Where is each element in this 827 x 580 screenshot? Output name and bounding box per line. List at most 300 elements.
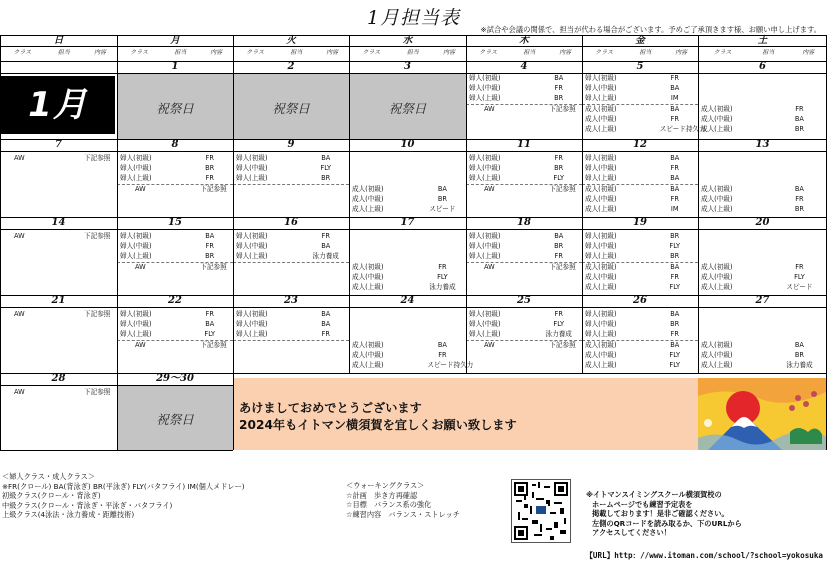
row-divider <box>117 229 233 230</box>
class-name: 成人(中級) <box>585 115 617 123</box>
class-name: 婦人(中級) <box>469 320 501 328</box>
walking-row <box>0 309 117 319</box>
stroke-code: BR <box>670 252 680 260</box>
class-name: 成人(上級) <box>701 283 733 291</box>
schedule-row <box>466 241 582 251</box>
stroke-code: FR <box>321 232 330 240</box>
class-name: 婦人(初級) <box>120 232 152 240</box>
schedule-row <box>698 114 827 124</box>
stroke-code: FLY <box>320 164 332 172</box>
class-name: 成人(中級) <box>701 115 733 123</box>
stroke-code: BR <box>554 242 564 250</box>
row-divider <box>233 151 349 152</box>
stroke-code: FR <box>670 115 679 123</box>
stroke-code: FR <box>438 351 447 359</box>
stroke-code: BR <box>794 351 804 359</box>
day-number: 21 <box>51 295 66 306</box>
stroke-code: BR <box>794 125 804 133</box>
class-name: 婦人(初級) <box>469 154 501 162</box>
footer-left-line: 中級クラス(クロール・背泳ぎ・平泳ぎ・バタフライ) <box>2 500 173 510</box>
stroke-code: FLY <box>669 283 681 291</box>
sub-header: 担当 <box>639 49 652 56</box>
dash-divider <box>233 262 349 263</box>
class-name: 婦人(上級) <box>236 330 268 338</box>
sub-header: クラス <box>246 49 264 56</box>
class-name: 婦人(初級) <box>585 154 617 162</box>
stroke-code: BA <box>794 115 804 123</box>
stroke-code: BA <box>321 154 331 162</box>
stroke-code: FR <box>670 273 679 281</box>
day-header-tue: 火 <box>233 35 349 47</box>
qr-code[interactable] <box>511 479 571 543</box>
stroke-code: FR <box>205 242 214 250</box>
class-name: 婦人(中級) <box>585 84 617 92</box>
week-line <box>0 139 827 140</box>
row-divider <box>698 73 827 74</box>
day-number: 24 <box>400 295 415 306</box>
schedule-row <box>698 262 827 272</box>
greeting-line-1: あけましておめでとうございます <box>239 401 422 415</box>
walking-class: AW <box>484 185 495 193</box>
schedule-row <box>582 241 698 251</box>
week-line <box>0 61 827 62</box>
footer-walking-info <box>346 481 460 519</box>
schedule-row <box>233 173 349 183</box>
column-line <box>117 35 118 450</box>
class-name: 婦人(上級) <box>236 252 268 260</box>
sub-header: 担当 <box>406 49 419 56</box>
row-divider <box>117 307 233 308</box>
walking-row <box>0 231 117 241</box>
class-name: 成人(中級) <box>352 195 384 203</box>
schedule-row <box>466 153 582 163</box>
stroke-code: BA <box>794 185 804 193</box>
row-divider <box>233 307 349 308</box>
sub-header: クラス <box>130 49 148 56</box>
schedule-row <box>582 272 698 282</box>
class-name: 成人(中級) <box>352 273 384 281</box>
row-divider <box>0 229 117 230</box>
stroke-code: BR <box>437 195 447 203</box>
stroke-code: 泳力養成 <box>545 330 572 338</box>
day-header-sun: 日 <box>0 35 117 47</box>
walking-row <box>466 104 582 114</box>
schedule-row <box>582 282 698 292</box>
class-name: 成人(初級) <box>585 263 617 271</box>
class-name: 婦人(初級) <box>469 310 501 318</box>
day-number: 20 <box>755 217 770 228</box>
schedule-row <box>582 340 698 350</box>
schedule-row <box>117 319 233 329</box>
see-below: 下記参照 <box>549 341 576 349</box>
see-below: 下記参照 <box>84 310 111 318</box>
column-line <box>349 35 350 373</box>
week-line <box>0 373 827 374</box>
walking-class: AW <box>14 310 25 318</box>
class-name: 成人(初級) <box>701 105 733 113</box>
holiday-label: 祝祭日 <box>388 100 427 116</box>
stroke-code: BA <box>437 341 447 349</box>
schedule-row <box>698 282 827 292</box>
class-name: 婦人(初級) <box>236 310 268 318</box>
row-divider <box>233 229 349 230</box>
class-name: 成人(初級) <box>585 105 617 113</box>
walking-class: AW <box>14 154 25 162</box>
day-number: 15 <box>168 217 182 228</box>
walking-class: AW <box>135 185 146 193</box>
stroke-code: FLY <box>669 361 681 369</box>
stroke-code: FLY <box>669 242 681 250</box>
footer-right-line: ホームページでも練習予定表を <box>592 499 693 509</box>
stroke-code: FR <box>795 263 804 271</box>
day-number: 5 <box>636 61 644 72</box>
stroke-code: BA <box>321 242 331 250</box>
column-line <box>233 35 234 450</box>
stroke-code: 泳力養成 <box>429 283 456 291</box>
class-name: 成人(上級) <box>585 205 617 213</box>
day-header-thu: 木 <box>466 35 582 47</box>
row-divider <box>698 307 827 308</box>
school-url-link[interactable]: 【URL】http：//www.itoman.com/school/?school=yokosuka <box>585 551 823 560</box>
class-name: 婦人(中級) <box>585 242 617 250</box>
class-name: 成人(初級) <box>352 341 384 349</box>
class-name: 成人(初級) <box>585 341 617 349</box>
schedule-row <box>349 204 466 214</box>
stroke-code: BA <box>670 154 680 162</box>
see-below: 下記参照 <box>84 154 111 162</box>
day-number: 7 <box>55 139 62 150</box>
greeting-line-2: 2024年もイトマン横須賀を宜しくお願い致します <box>239 418 517 432</box>
row-divider <box>582 151 698 152</box>
schedule-row <box>698 360 827 370</box>
walking-class: AW <box>14 232 25 240</box>
walking-row <box>0 153 117 163</box>
stroke-code: BR <box>670 320 680 328</box>
top-line <box>0 35 827 36</box>
footer-left-line: 上級クラス(4泳法・泳力養成・距離技術) <box>2 510 135 520</box>
walking-class: AW <box>484 341 495 349</box>
class-name: 婦人(中級) <box>236 242 268 250</box>
class-name: 婦人(中級) <box>236 164 268 172</box>
schedule-row <box>466 319 582 329</box>
new-year-illustration <box>698 378 826 450</box>
stroke-code: スピード持久力 <box>659 125 706 133</box>
day-number: 29～30 <box>156 373 194 384</box>
class-name: 成人(中級) <box>585 195 617 203</box>
dash-divider <box>233 184 349 185</box>
stroke-code: BA <box>670 263 680 271</box>
see-below: 下記参照 <box>549 185 576 193</box>
footer-class-info <box>2 472 245 520</box>
column-line <box>698 35 699 373</box>
class-name: 婦人(上級) <box>585 330 617 338</box>
day-number: 18 <box>517 217 531 228</box>
stroke-code: FLY <box>553 320 565 328</box>
row-divider <box>349 151 466 152</box>
sub-header: 内容 <box>675 49 688 56</box>
dash-divider <box>233 340 349 341</box>
schedule-row <box>466 329 582 339</box>
class-name: 婦人(中級) <box>469 164 501 172</box>
schedule-row <box>582 204 698 214</box>
schedule-row <box>117 251 233 261</box>
class-name: 成人(上級) <box>585 283 617 291</box>
class-name: 婦人(中級) <box>469 242 501 250</box>
class-name: 婦人(中級) <box>236 320 268 328</box>
stroke-code: FR <box>554 310 563 318</box>
stroke-code: IM <box>670 205 679 213</box>
class-name: 婦人(初級) <box>585 74 617 82</box>
schedule-row <box>349 350 466 360</box>
row-divider <box>117 151 233 152</box>
schedule-row <box>582 173 698 183</box>
class-name: 成人(上級) <box>352 283 384 291</box>
row-divider <box>466 229 582 230</box>
stroke-code: BR <box>205 252 215 260</box>
footer-right-line: アクセスしてください！ <box>592 528 671 538</box>
stroke-code: FLY <box>794 273 805 281</box>
stroke-code: FLY <box>437 273 448 281</box>
class-name: 成人(中級) <box>701 351 733 359</box>
day-header-fri: 金 <box>582 35 698 47</box>
walking-row <box>466 262 582 272</box>
schedule-row <box>582 231 698 241</box>
day-number: 14 <box>51 217 66 228</box>
day-number: 9 <box>287 139 295 150</box>
walking-row <box>117 340 233 350</box>
class-name: 成人(上級) <box>701 125 733 133</box>
stroke-code: FR <box>554 252 563 260</box>
stroke-code: FR <box>795 195 804 203</box>
footer-mid-line: ☆練習内容 バランス・ストレッチ <box>346 509 460 519</box>
schedule-row <box>466 93 582 103</box>
schedule-row <box>349 340 466 350</box>
stroke-code: スピード <box>786 283 813 291</box>
stroke-code: BR <box>554 94 564 102</box>
day-number: 12 <box>633 139 647 150</box>
footer-left-line: 初級クラス(クロール・背泳ぎ) <box>2 491 101 501</box>
sub-header: クラス <box>713 49 732 56</box>
week-line <box>0 295 827 296</box>
day-number: 28 <box>51 373 66 384</box>
day-header-wed: 水 <box>349 35 466 47</box>
stroke-code: BA <box>205 320 215 328</box>
day-number: 17 <box>400 217 415 228</box>
day-number: 13 <box>755 139 770 150</box>
class-name: 婦人(上級) <box>469 252 501 260</box>
sub-header: 担当 <box>57 49 70 56</box>
class-name: 婦人(初級) <box>469 74 501 82</box>
class-name: 婦人(中級) <box>120 242 152 250</box>
column-line <box>582 35 583 373</box>
column-line <box>466 35 467 373</box>
stroke-code: BA <box>554 232 564 240</box>
holiday-label: 祝祭日 <box>156 412 194 427</box>
class-name: 成人(中級) <box>352 351 384 359</box>
walking-row <box>117 262 233 272</box>
see-below: 下記参照 <box>84 388 111 396</box>
day-number: 25 <box>517 295 531 306</box>
schedule-row <box>233 231 349 241</box>
day-number <box>0 61 117 73</box>
row-divider <box>582 229 698 230</box>
holiday-label: 祝祭日 <box>156 100 194 116</box>
class-name: 成人(上級) <box>585 361 617 369</box>
schedule-row <box>582 83 698 93</box>
schedule-row <box>698 124 827 134</box>
schedule-row <box>698 340 827 350</box>
footer-homepage-info <box>586 490 742 538</box>
sub-header: 内容 <box>559 49 572 56</box>
class-name: 成人(初級) <box>701 341 733 349</box>
stroke-code: BA <box>670 310 680 318</box>
sub-header: クラス <box>479 49 497 56</box>
stroke-code: スピード持久力 <box>427 361 474 369</box>
class-name: 成人(初級) <box>701 263 733 271</box>
stroke-code: FR <box>438 263 447 271</box>
week-line <box>0 217 827 218</box>
stroke-code: FR <box>670 164 679 172</box>
day-number: 4 <box>520 61 528 72</box>
stroke-code: 泳力養成 <box>312 252 339 260</box>
class-name: 成人(中級) <box>701 195 733 203</box>
stroke-code: BA <box>321 310 331 318</box>
walking-class: AW <box>135 263 146 271</box>
schedule-row <box>349 262 466 272</box>
schedule-row <box>349 282 466 292</box>
stroke-code: BA <box>554 74 564 82</box>
schedule-row <box>698 184 827 194</box>
sub-header: 担当 <box>762 49 775 56</box>
sub-header: 内容 <box>94 49 107 56</box>
walking-row <box>466 340 582 350</box>
sub-header: 内容 <box>210 49 223 56</box>
stroke-code: BR <box>205 164 215 172</box>
day-number: 26 <box>633 295 647 306</box>
class-name: 婦人(中級) <box>120 164 152 172</box>
class-name: 成人(上級) <box>585 125 617 133</box>
class-name: 婦人(初級) <box>120 154 152 162</box>
class-name: 婦人(中級) <box>120 320 152 328</box>
schedule-row <box>233 153 349 163</box>
day-number: 19 <box>633 217 647 228</box>
schedule-row <box>582 93 698 103</box>
schedule-row <box>582 251 698 261</box>
class-name: 成人(中級) <box>701 273 733 281</box>
walking-row <box>117 184 233 194</box>
footer-mid-line: ☆目標 バランス系の強化 <box>346 500 432 510</box>
footer-mid-line: ＜ウォーキングクラス＞ <box>346 481 425 490</box>
sub-header: 内容 <box>326 49 339 56</box>
schedule-row <box>582 114 698 124</box>
stroke-code: IM <box>670 94 679 102</box>
day-number: 2 <box>287 61 295 72</box>
month-label: 1月 <box>1 76 115 134</box>
row-divider <box>349 307 466 308</box>
schedule-row <box>582 309 698 319</box>
schedule-row <box>582 350 698 360</box>
schedule-row <box>698 194 827 204</box>
schedule-row <box>466 309 582 319</box>
see-below: 下記参照 <box>200 185 227 193</box>
stroke-code: FR <box>670 330 679 338</box>
class-name: 成人(初級) <box>352 185 384 193</box>
sub-header: 内容 <box>802 49 815 56</box>
stroke-code: BA <box>670 105 680 113</box>
column-line <box>0 35 1 450</box>
stroke-code: FLY <box>553 174 565 182</box>
notice-text: ※試合や会議の関係で、担当が代わる場合がございます。予めご了承頂きます様、お願い申し上げます。 <box>480 25 821 34</box>
class-name: 婦人(上級) <box>585 252 617 260</box>
class-name: 婦人(中級) <box>585 320 617 328</box>
schedule-row <box>582 262 698 272</box>
schedule-row <box>582 104 698 114</box>
row-divider <box>0 307 117 308</box>
day-number: 22 <box>168 295 182 306</box>
stroke-code: BA <box>205 232 215 240</box>
see-below: 下記参照 <box>549 105 576 113</box>
class-name: 成人(上級) <box>352 205 384 213</box>
class-name: 成人(初級) <box>585 185 617 193</box>
sub-header: クラス <box>595 49 613 56</box>
class-name: 成人(中級) <box>585 273 617 281</box>
schedule-row <box>117 241 233 251</box>
class-name: 成人(中級) <box>585 351 617 359</box>
class-name: 婦人(上級) <box>585 174 617 182</box>
stroke-code: BR <box>670 232 680 240</box>
stroke-code: FR <box>205 154 214 162</box>
footer-left-line: ※FR(クロール) BA(背泳ぎ) BR(平泳ぎ) FLY(バタフライ) IM(個人メドレー) <box>2 481 245 491</box>
class-name: 婦人(初級) <box>469 232 501 240</box>
stroke-code: BA <box>321 320 331 328</box>
schedule-row <box>582 73 698 83</box>
page-title: 1月担当表 <box>366 7 461 29</box>
day-number: 1 <box>171 61 179 72</box>
stroke-code: FR <box>795 105 804 113</box>
day-header-sat: 土 <box>698 35 827 47</box>
stroke-code: BR <box>554 164 564 172</box>
class-name: 婦人(上級) <box>120 330 152 338</box>
class-name: 成人(上級) <box>701 361 733 369</box>
schedule-row <box>117 173 233 183</box>
schedule-row <box>349 184 466 194</box>
footer-right-line: ※イトマンスイミングスクール横須賀校の <box>586 490 722 499</box>
day-number: 23 <box>284 295 298 306</box>
bottom-line <box>0 450 233 451</box>
see-below: 下記参照 <box>84 232 111 240</box>
day-number: 10 <box>400 139 415 150</box>
footer-right-line: 左側のQRコードを読み取るか、下のURLから <box>592 518 742 528</box>
schedule-row <box>582 360 698 370</box>
schedule-row <box>233 163 349 173</box>
stroke-code: FLY <box>204 330 216 338</box>
schedule-row <box>233 309 349 319</box>
sub-header: 担当 <box>290 49 303 56</box>
stroke-code: FR <box>205 174 214 182</box>
schedule-row <box>582 153 698 163</box>
class-name: 婦人(初級) <box>236 232 268 240</box>
day-header-mon: 月 <box>117 35 233 47</box>
class-name: 婦人(上級) <box>120 252 152 260</box>
stroke-code: FR <box>670 195 679 203</box>
stroke-code: BR <box>321 174 331 182</box>
schedule-row <box>349 194 466 204</box>
class-name: 婦人(初級) <box>120 310 152 318</box>
row-divider <box>466 307 582 308</box>
class-name: 婦人(上級) <box>469 94 501 102</box>
class-name: 婦人(上級) <box>120 174 152 182</box>
schedule-row <box>698 350 827 360</box>
